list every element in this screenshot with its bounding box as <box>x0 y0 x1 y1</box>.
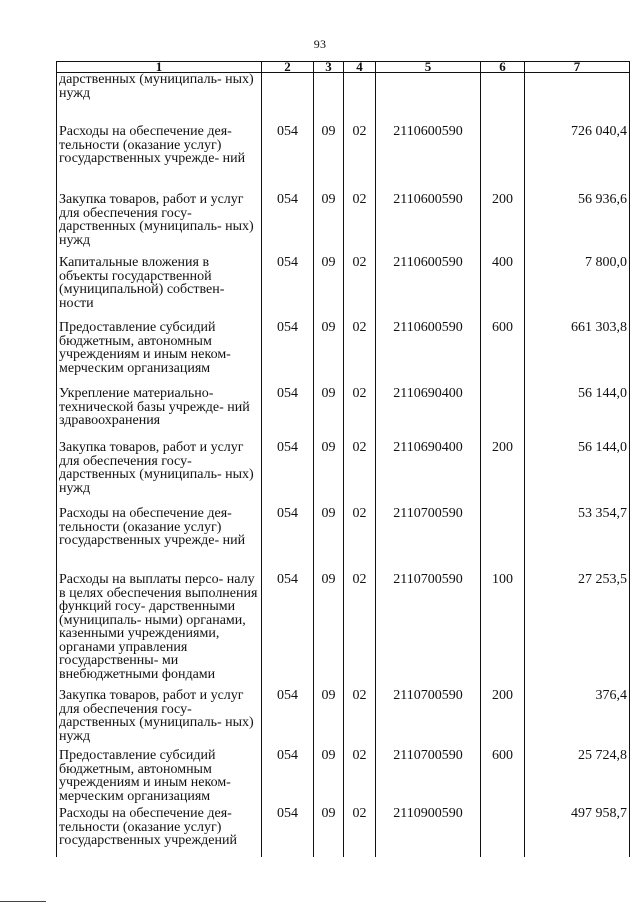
expense-name: дарственных (муниципаль- ных) нужд <box>57 73 262 126</box>
ministry-code <box>262 73 314 126</box>
expense-type-code: 600 <box>481 321 525 387</box>
table-row <box>57 387 630 441</box>
subsection-code: 02 <box>344 321 376 387</box>
ministry-code: 054 <box>262 689 314 749</box>
amount: 661 303,8 <box>525 321 630 387</box>
expense-type-code: 600 <box>481 749 525 807</box>
section-code: 09 <box>314 125 344 193</box>
subsection-code: 02 <box>344 507 376 573</box>
target-article-code: 2110700590 <box>376 749 481 807</box>
amount <box>525 73 630 126</box>
subsection-code: 02 <box>344 387 376 441</box>
expense-type-code: 100 <box>481 573 525 689</box>
section-code: 09 <box>314 689 344 749</box>
target-article-code <box>376 73 481 126</box>
table-row <box>57 321 630 387</box>
amount: 53 354,7 <box>525 507 630 573</box>
expense-type-code: 200 <box>481 689 525 749</box>
target-article-code: 2110700590 <box>376 507 481 573</box>
subsection-code: 02 <box>344 193 376 256</box>
target-article-code: 2110900590 <box>376 807 481 857</box>
ministry-code: 054 <box>262 387 314 441</box>
ministry-code: 054 <box>262 807 314 857</box>
expense-name: Расходы на выплаты персо- налу в целях обеспечения выполнения функций госу- дарственными (муниципаль- ными) органами, казенными учреждениями, органами управления государственны- ми внебюджетными фондами <box>57 573 262 689</box>
amount: 56 144,0 <box>525 387 630 441</box>
subsection-code: 02 <box>344 749 376 807</box>
table-row <box>57 507 630 573</box>
header-row <box>57 62 630 73</box>
section-code: 09 <box>314 321 344 387</box>
table-row <box>57 807 630 857</box>
section-code: 09 <box>314 441 344 507</box>
target-article-code: 2110690400 <box>376 387 481 441</box>
section-code: 09 <box>314 256 344 321</box>
subsection-code: 02 <box>344 256 376 321</box>
expense-name: Расходы на обеспечение дея- тельности (оказание услуг) государственных учрежде- ний <box>57 125 262 193</box>
table-row <box>57 573 630 689</box>
table-header <box>57 59 630 74</box>
section-code: 09 <box>314 507 344 573</box>
amount: 376,4 <box>525 689 630 749</box>
section-code <box>314 73 344 126</box>
expense-name: Закупка товаров, работ и услуг для обеспечения госу- дарственных (муниципаль- ных) нужд <box>57 689 262 749</box>
column-header-5: 5 <box>376 62 481 73</box>
table-row <box>57 749 630 807</box>
column-header-4: 4 <box>344 62 376 73</box>
expense-name: Предоставление субсидий бюджетным, автономным учреждениям и иным неком- мерческим организациям <box>57 749 262 807</box>
amount: 56 936,6 <box>525 193 630 256</box>
subsection-code: 02 <box>344 125 376 193</box>
column-header-2: 2 <box>262 62 314 73</box>
expense-name: Закупка товаров, работ и услуг для обеспечения госу- дарственных (муниципаль- ных) нужд <box>57 193 262 256</box>
budget-table <box>56 61 630 857</box>
expense-type-code <box>481 387 525 441</box>
target-article-code: 2110690400 <box>376 441 481 507</box>
amount: 25 724,8 <box>525 749 630 807</box>
amount: 7 800,0 <box>525 256 630 321</box>
expense-type-code <box>481 73 525 126</box>
ministry-code: 054 <box>262 256 314 321</box>
column-header-6: 6 <box>481 62 525 73</box>
subsection-code: 02 <box>344 689 376 749</box>
amount: 56 144,0 <box>525 441 630 507</box>
table-row <box>57 441 630 507</box>
ministry-code: 054 <box>262 441 314 507</box>
column-header-1: 1 <box>57 62 262 73</box>
expense-type-code: 200 <box>481 441 525 507</box>
section-code: 09 <box>314 193 344 256</box>
expense-type-code: 400 <box>481 256 525 321</box>
ministry-code: 054 <box>262 125 314 193</box>
table-row <box>57 125 630 193</box>
amount: 497 958,7 <box>525 807 630 857</box>
table-row <box>57 73 630 126</box>
ministry-code: 054 <box>262 321 314 387</box>
section-code: 09 <box>314 749 344 807</box>
section-code: 09 <box>314 573 344 689</box>
subsection-code: 02 <box>344 441 376 507</box>
ministry-code: 054 <box>262 193 314 256</box>
section-code: 09 <box>314 807 344 857</box>
amount: 726 040,4 <box>525 125 630 193</box>
subsection-code <box>344 73 376 126</box>
page-number: 93 <box>313 37 327 51</box>
table-body <box>57 73 630 858</box>
expense-type-code <box>481 807 525 857</box>
target-article-code: 2110600590 <box>376 125 481 193</box>
column-header-7: 7 <box>525 62 630 73</box>
column-header-3: 3 <box>314 62 344 73</box>
target-article-code: 2110700590 <box>376 689 481 749</box>
ministry-code: 054 <box>262 507 314 573</box>
subsection-code: 02 <box>344 807 376 857</box>
expense-name: Закупка товаров, работ и услуг для обеспечения госу- дарственных (муниципаль- ных) нужд <box>57 441 262 507</box>
table-row <box>57 256 630 321</box>
footer-rule <box>0 901 46 902</box>
target-article-code: 2110600590 <box>376 193 481 256</box>
ministry-code: 054 <box>262 749 314 807</box>
target-article-code: 2110600590 <box>376 321 481 387</box>
expense-name: Укрепление материально- технической базы учрежде- ний здравоохранения <box>57 387 262 441</box>
expense-name: Предоставление субсидий бюджетным, автономным учреждениям и иным неком- мерческим организациям <box>57 321 262 387</box>
target-article-code: 2110700590 <box>376 573 481 689</box>
expense-type-code: 200 <box>481 193 525 256</box>
ministry-code: 054 <box>262 573 314 689</box>
amount: 27 253,5 <box>525 573 630 689</box>
subsection-code: 02 <box>344 573 376 689</box>
expense-name: Капитальные вложения в объекты государственной (муниципальной) собствен- ности <box>57 256 262 321</box>
table-row <box>57 689 630 749</box>
expense-name: Расходы на обеспечение дея- тельности (оказание услуг) государственных учрежде- ний <box>57 507 262 573</box>
expense-type-code <box>481 507 525 573</box>
expense-name: Расходы на обеспечение дея- тельности (оказание услуг) государственных учреждений <box>57 807 262 857</box>
table-row <box>57 193 630 256</box>
section-code: 09 <box>314 387 344 441</box>
expense-type-code <box>481 125 525 193</box>
target-article-code: 2110600590 <box>376 256 481 321</box>
